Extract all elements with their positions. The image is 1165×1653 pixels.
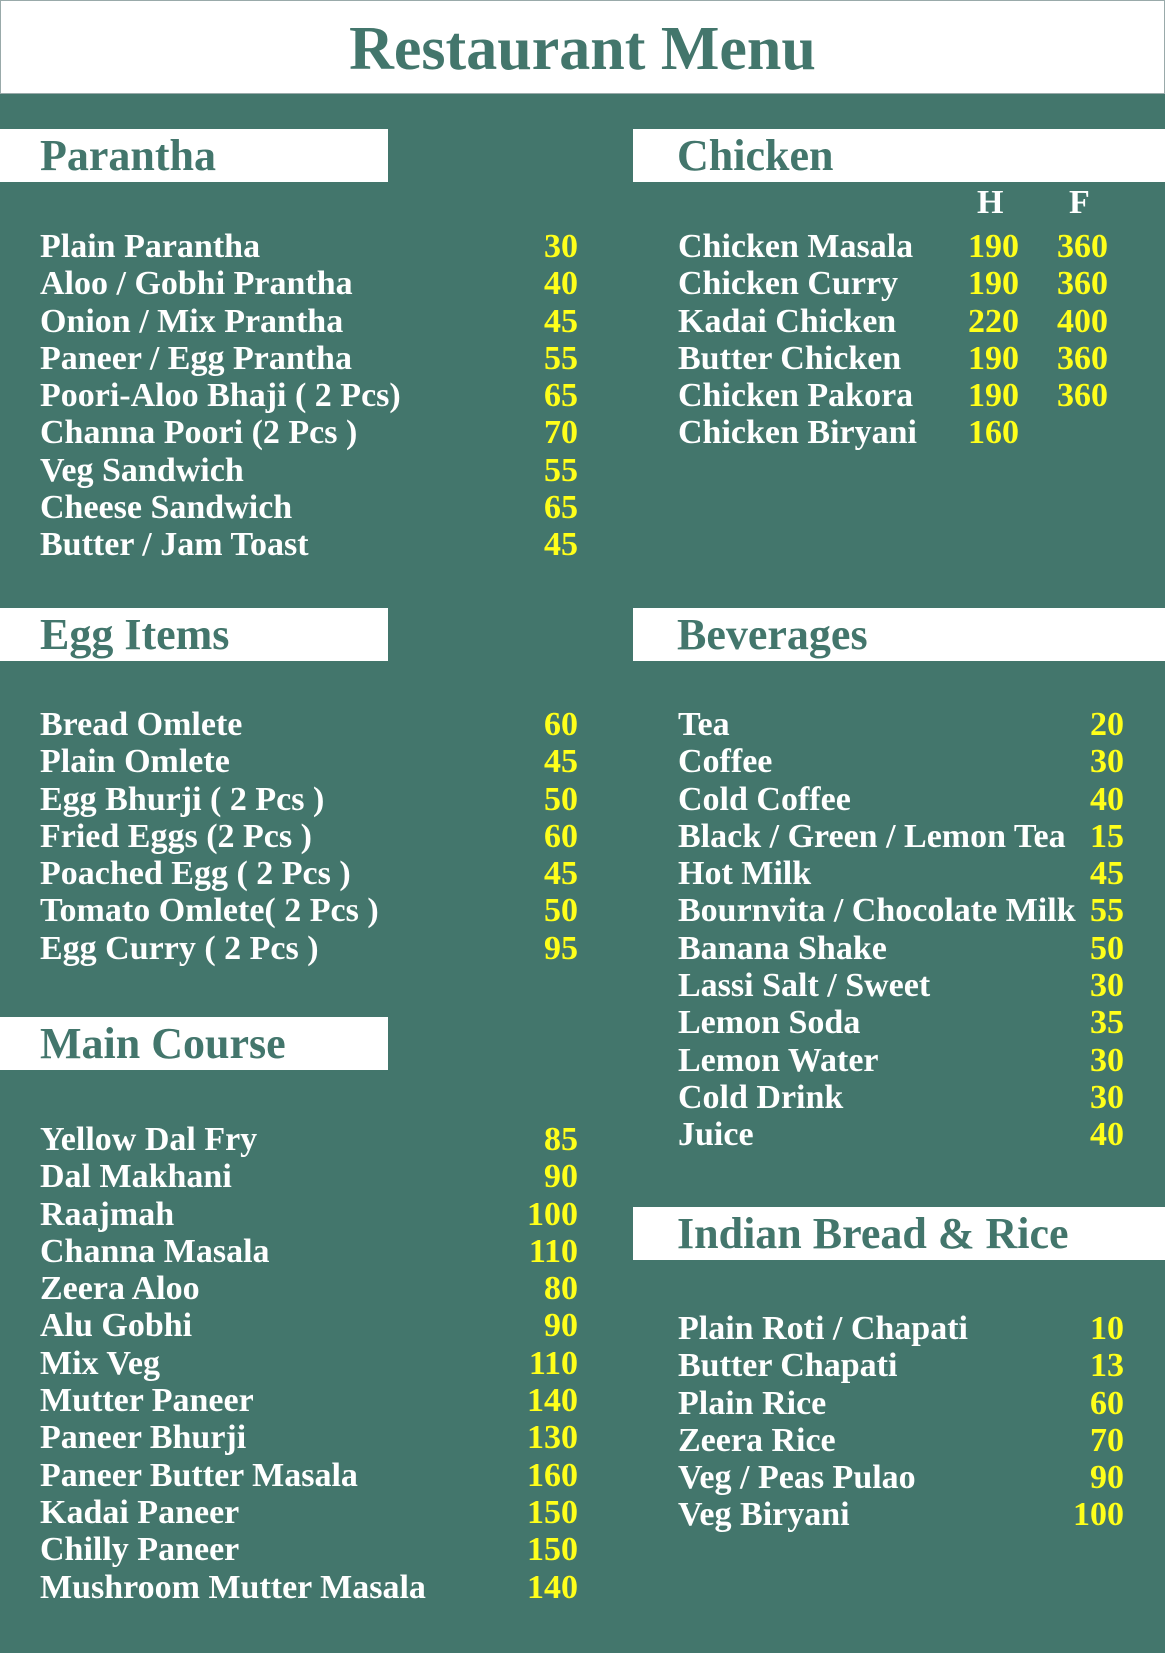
menu-item-price: 60	[544, 706, 578, 743]
menu-item-row	[678, 818, 1124, 855]
menu-item-price: 50	[544, 892, 578, 930]
menu-item-price: 35	[1090, 1004, 1124, 1042]
menu-item-price: 90	[544, 1307, 578, 1345]
menu-item-row	[678, 781, 1124, 818]
menu-item-row	[678, 1079, 1124, 1116]
menu-item-price: 80	[544, 1270, 578, 1308]
menu-item-name: Mutter Paneer	[40, 1382, 254, 1420]
section-title-indian-bread-rice: Indian Bread & Rice	[677, 1209, 1069, 1258]
menu-item-price: 60	[544, 817, 578, 855]
main-course-list	[40, 1121, 578, 1606]
menu-item-row	[40, 743, 578, 780]
menu-item-row	[678, 414, 1118, 451]
menu-item-name: Veg / Peas Pulao	[678, 1459, 916, 1497]
menu-item-name: Lemon Soda	[678, 1004, 861, 1042]
indian-bread-rice-list	[678, 1310, 1124, 1534]
menu-item-row	[40, 930, 578, 967]
menu-item-price: 45	[544, 526, 578, 564]
menu-item-name: Lemon Water	[678, 1041, 879, 1079]
menu-item-full-price: 360	[1057, 265, 1108, 303]
menu-item-row	[678, 743, 1124, 780]
menu-item-price: 15	[1090, 817, 1124, 855]
menu-item-row	[678, 265, 1118, 302]
menu-item-name: Tea	[678, 706, 730, 743]
menu-item-name: Egg Curry ( 2 Pcs )	[40, 929, 319, 967]
menu-item-price: 50	[544, 780, 578, 818]
menu-item-row	[40, 1457, 578, 1494]
menu-item-row	[40, 1531, 578, 1568]
menu-item-price: 160	[527, 1456, 578, 1494]
menu-item-row	[40, 1419, 578, 1456]
menu-item-row	[40, 340, 578, 377]
menu-item-price: 55	[544, 451, 578, 489]
menu-item-row	[40, 452, 578, 489]
menu-item-row	[678, 303, 1118, 340]
menu-item-price: 110	[528, 1232, 578, 1270]
chicken-list	[678, 228, 1118, 452]
menu-item-row	[678, 1310, 1124, 1347]
menu-item-half-price: 190	[968, 377, 1019, 415]
menu-item-name: Dal Makhani	[40, 1158, 232, 1196]
menu-item-price: 85	[544, 1121, 578, 1158]
menu-item-row	[678, 1422, 1124, 1459]
menu-item-name: Chicken Masala	[678, 228, 914, 265]
menu-item-price: 13	[1090, 1347, 1124, 1385]
main-course-band	[0, 1017, 388, 1070]
menu-item-name: Plain Roti / Chapati	[678, 1310, 968, 1347]
menu-item-price: 45	[544, 302, 578, 340]
menu-item-row	[678, 228, 1118, 265]
menu-item-name: Butter Chapati	[678, 1347, 898, 1385]
menu-item-name: Bournvita / Chocolate Milk	[678, 892, 1076, 930]
menu-item-name: Fried Eggs (2 Pcs )	[40, 817, 312, 855]
menu-item-price: 45	[544, 743, 578, 781]
menu-item-name: Onion / Mix Prantha	[40, 302, 344, 340]
menu-item-row	[40, 855, 578, 892]
menu-item-price: 55	[1090, 892, 1124, 930]
menu-item-half-price: 190	[968, 339, 1019, 377]
menu-item-row	[40, 228, 578, 265]
menu-item-price: 95	[544, 929, 578, 967]
section-title-chicken: Chicken	[677, 131, 834, 180]
menu-item-row	[678, 1004, 1124, 1041]
menu-item-price: 45	[544, 855, 578, 893]
beverages-band	[633, 608, 1165, 661]
beverages-list	[678, 706, 1124, 1154]
menu-item-name: Egg Bhurji ( 2 Pcs )	[40, 780, 325, 818]
chicken-band	[633, 129, 1165, 182]
menu-item-name: Butter Chicken	[678, 339, 902, 377]
menu-item-row	[678, 340, 1118, 377]
menu-item-price: 150	[527, 1493, 578, 1531]
menu-item-row	[678, 1459, 1124, 1496]
menu-item-price: 150	[527, 1531, 578, 1569]
parantha-band	[0, 129, 388, 182]
menu-item-name: Kadai Paneer	[40, 1493, 240, 1531]
egg-items-band	[0, 608, 388, 661]
menu-item-price: 30	[1090, 1078, 1124, 1116]
menu-item-name: Poori-Aloo Bhaji ( 2 Pcs)	[40, 377, 401, 415]
menu-item-name: Plain Rice	[678, 1384, 827, 1422]
menu-item-half-price: 220	[968, 302, 1019, 340]
menu-item-name: Zeera Rice	[678, 1421, 836, 1459]
menu-item-price: 30	[544, 228, 578, 265]
chicken-half-header: H	[977, 184, 1004, 221]
menu-item-price: 90	[1090, 1459, 1124, 1497]
menu-item-price: 110	[528, 1344, 578, 1382]
menu-item-name: Bread Omlete	[40, 706, 243, 743]
menu-item-row	[678, 930, 1124, 967]
menu-item-price: 20	[1090, 706, 1124, 743]
menu-item-name: Chilly Paneer	[40, 1531, 240, 1569]
chicken-full-header: F	[1069, 184, 1090, 221]
menu-item-row	[40, 1270, 578, 1307]
menu-item-name: Cold Coffee	[678, 780, 851, 818]
menu-item-name: Banana Shake	[678, 929, 887, 967]
menu-item-name: Butter / Jam Toast	[40, 526, 309, 564]
menu-item-row	[678, 967, 1124, 1004]
menu-item-name: Cheese Sandwich	[40, 489, 293, 527]
menu-item-price: 30	[1090, 743, 1124, 781]
menu-item-full-price: 400	[1057, 302, 1108, 340]
menu-item-price: 40	[1090, 780, 1124, 818]
menu-item-name: Channa Poori (2 Pcs )	[40, 414, 358, 452]
menu-item-full-price: 360	[1057, 228, 1108, 265]
egg-items-list	[40, 706, 578, 967]
menu-item-name: Plain Parantha	[40, 228, 261, 265]
menu-item-row	[678, 1116, 1124, 1153]
indian-bread-rice-band	[633, 1207, 1165, 1260]
header	[0, 0, 1165, 94]
menu-item-full-price: 360	[1057, 339, 1108, 377]
menu-item-row	[40, 303, 578, 340]
menu-item-price: 65	[544, 377, 578, 415]
menu-item-price: 130	[527, 1419, 578, 1457]
parantha-list	[40, 228, 578, 564]
menu-item-name: Veg Biryani	[678, 1496, 850, 1534]
menu-item-row	[40, 1382, 578, 1419]
menu-item-row	[40, 489, 578, 526]
menu-item-price: 30	[1090, 967, 1124, 1005]
menu-item-row	[40, 1158, 578, 1195]
menu-item-name: Paneer Bhurji	[40, 1419, 247, 1457]
menu-item-row	[40, 1196, 578, 1233]
menu-item-name: Kadai Chicken	[678, 302, 897, 340]
menu-item-row	[40, 1345, 578, 1382]
section-title-parantha: Parantha	[40, 131, 216, 180]
menu-item-name: Chicken Curry	[678, 265, 899, 303]
menu-item-name: Alu Gobhi	[40, 1307, 193, 1345]
menu-item-price: 100	[1073, 1496, 1124, 1534]
menu-item-row	[40, 706, 578, 743]
section-title-main-course: Main Course	[40, 1019, 286, 1068]
menu-item-name: Paneer Butter Masala	[40, 1456, 358, 1494]
menu-item-row	[678, 855, 1124, 892]
menu-item-price: 50	[1090, 929, 1124, 967]
menu-item-name: Veg Sandwich	[40, 451, 244, 489]
menu-item-name: Aloo / Gobhi Prantha	[40, 265, 353, 303]
menu-item-name: Plain Omlete	[40, 743, 230, 781]
section-title-beverages: Beverages	[677, 610, 868, 659]
menu-item-row	[40, 526, 578, 563]
menu-item-price: 45	[1090, 855, 1124, 893]
menu-item-price: 40	[544, 265, 578, 303]
menu-item-name: Yellow Dal Fry	[40, 1121, 258, 1158]
page-title: Restaurant Menu	[349, 15, 816, 83]
menu-item-row	[678, 706, 1124, 743]
menu-item-name: Mushroom Mutter Masala	[40, 1568, 426, 1606]
menu-item-name: Channa Masala	[40, 1232, 270, 1270]
menu-item-price: 40	[1090, 1116, 1124, 1154]
menu-item-row	[678, 1042, 1124, 1079]
menu-item-name: Raajmah	[40, 1195, 175, 1233]
menu-item-name: Mix Veg	[40, 1344, 160, 1382]
menu-item-full-price: 360	[1057, 377, 1108, 415]
menu-item-name: Juice	[678, 1116, 754, 1154]
menu-item-row	[40, 1307, 578, 1344]
menu-item-row	[40, 265, 578, 302]
menu-item-price: 70	[1090, 1421, 1124, 1459]
menu-item-half-price: 190	[968, 228, 1019, 265]
menu-item-row	[40, 781, 578, 818]
menu-item-price: 65	[544, 489, 578, 527]
menu-item-name: Cold Drink	[678, 1078, 844, 1116]
menu-item-price: 70	[544, 414, 578, 452]
menu-item-name: Poached Egg ( 2 Pcs )	[40, 855, 351, 893]
menu-item-row	[40, 1494, 578, 1531]
menu-item-row	[678, 1347, 1124, 1384]
menu-item-price: 60	[1090, 1384, 1124, 1422]
menu-item-row	[40, 818, 578, 855]
menu-item-row	[40, 892, 578, 929]
menu-item-name: Paneer / Egg Prantha	[40, 339, 352, 377]
menu-item-row	[40, 1569, 578, 1606]
menu-item-price: 10	[1090, 1310, 1124, 1347]
menu-board	[0, 94, 1165, 1653]
menu-item-row	[678, 1496, 1124, 1533]
menu-item-row	[678, 377, 1118, 414]
menu-item-row	[678, 1385, 1124, 1422]
menu-item-price: 55	[544, 339, 578, 377]
menu-item-row	[40, 377, 578, 414]
section-title-egg-items: Egg Items	[40, 610, 230, 659]
menu-item-half-price: 160	[968, 414, 1019, 452]
menu-item-row	[40, 1121, 578, 1158]
menu-item-name: Coffee	[678, 743, 773, 781]
menu-item-price: 90	[544, 1158, 578, 1196]
menu-item-half-price: 190	[968, 265, 1019, 303]
menu-item-price: 100	[527, 1195, 578, 1233]
menu-item-name: Zeera Aloo	[40, 1270, 200, 1308]
menu-item-row	[40, 1233, 578, 1270]
menu-item-name: Black / Green / Lemon Tea	[678, 817, 1066, 855]
menu-item-row	[40, 414, 578, 451]
menu-item-price: 140	[527, 1568, 578, 1606]
menu-item-name: Chicken Pakora	[678, 377, 914, 415]
menu-item-name: Chicken Biryani	[678, 414, 917, 452]
menu-item-price: 30	[1090, 1041, 1124, 1079]
menu-item-row	[678, 892, 1124, 929]
menu-item-price: 140	[527, 1382, 578, 1420]
menu-item-name: Tomato Omlete( 2 Pcs )	[40, 892, 379, 930]
menu-item-name: Lassi Salt / Sweet	[678, 967, 931, 1005]
menu-item-name: Hot Milk	[678, 855, 812, 893]
